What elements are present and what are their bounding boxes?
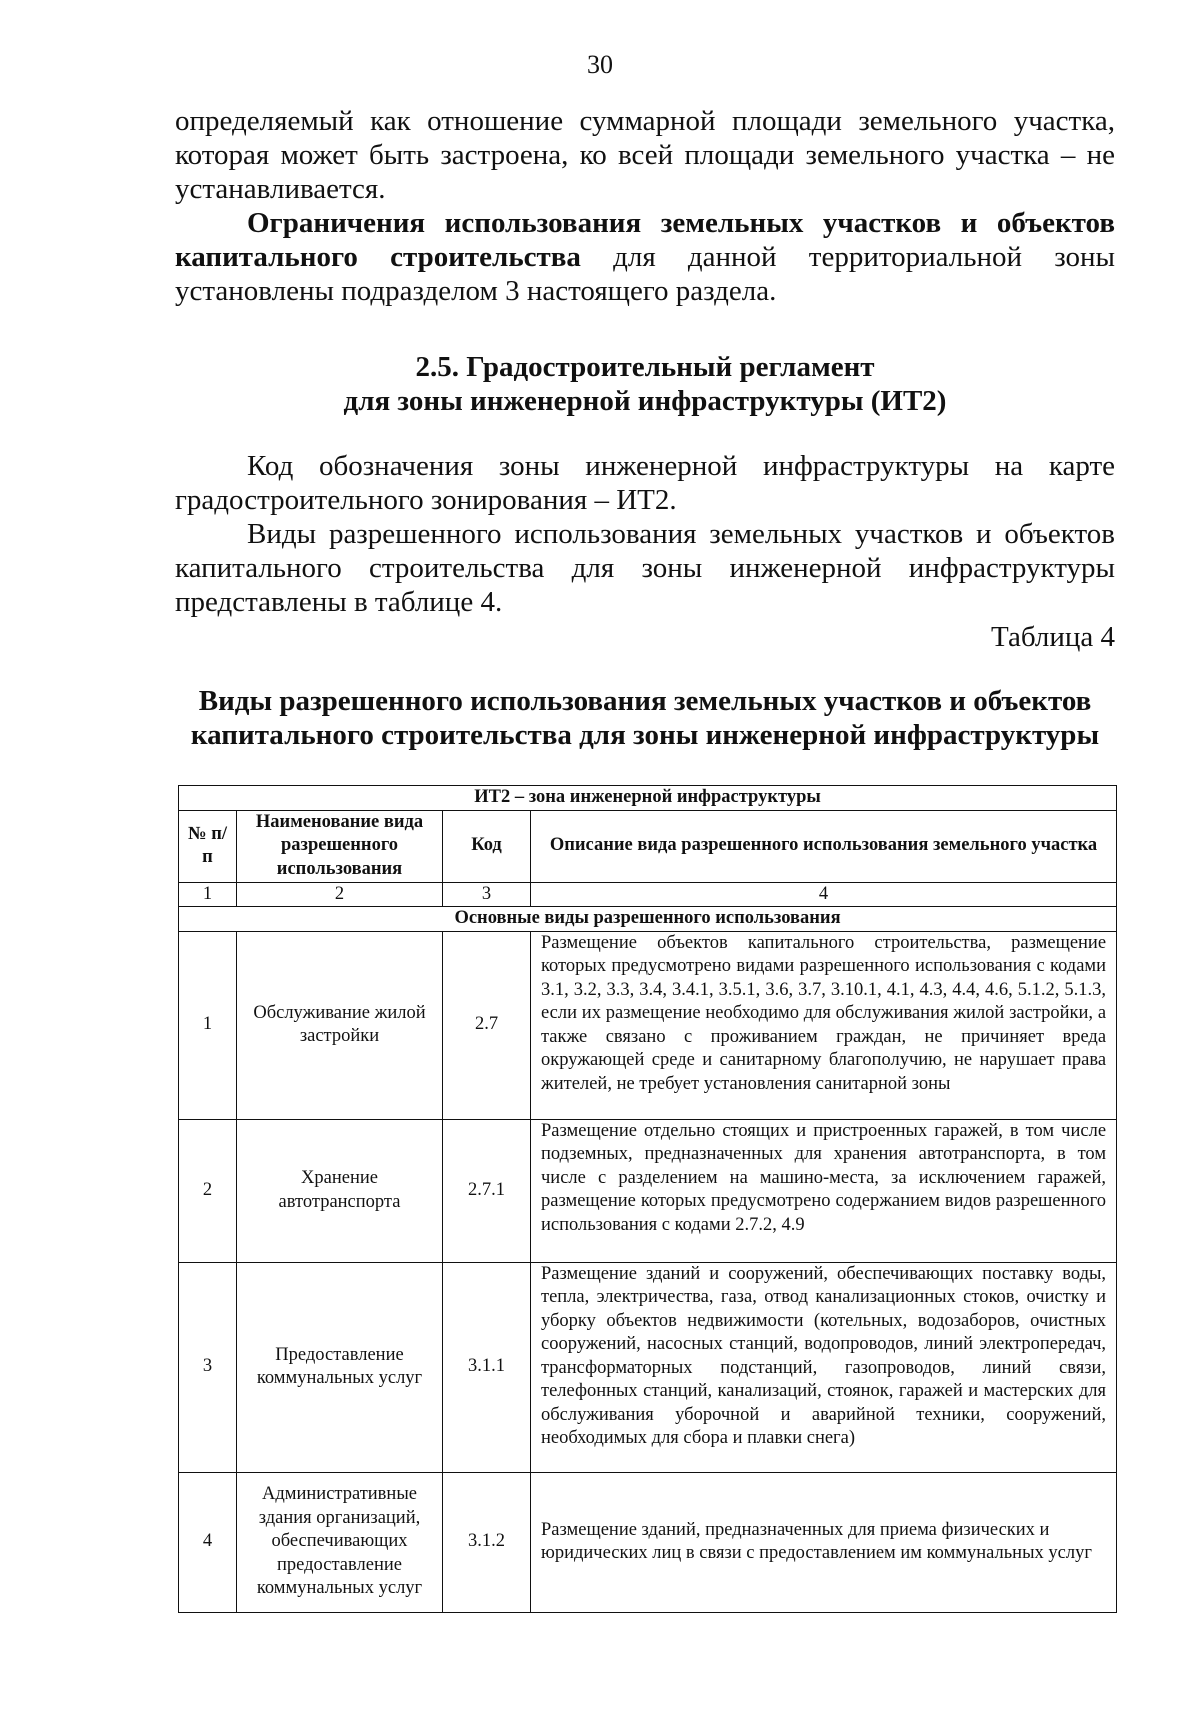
restrictions-text: для данной территориальной зоны установлены подразделом 3 настоящего раздела. (175, 241, 1116, 307)
table-title-line2: капитального строительства для зоны инженерной инфраструктуры (190, 719, 1100, 751)
row-num: 4 (179, 1472, 237, 1612)
paragraph-restrictions (175, 206, 1115, 308)
row-name: Административные здания организаций, обеспечивающих предоставление коммунальных услуг (237, 1472, 443, 1612)
usage-table (178, 785, 1117, 1613)
row-code: 3.1.1 (443, 1262, 531, 1472)
row-code: 2.7 (443, 931, 531, 1119)
row-desc: Размещение зданий, предназначенных для приема физических и юридических лиц в связи с предоставлением им коммунальных услуг (531, 1472, 1117, 1612)
row-code: 2.7.1 (443, 1119, 531, 1262)
table-title-line1: Виды разрешенного использования земельных участков и объектов (198, 685, 1092, 717)
table-row (179, 1472, 1117, 1612)
col-number-1: 1 (179, 882, 237, 907)
group-title: Основные виды разрешенного использования (179, 907, 1117, 932)
paragraph-zone-code: Код обозначения зоны инженерной инфраструктуры на карте градостроительного зонирования – ИТ2. (175, 450, 1115, 516)
row-desc: Размещение отдельно стоящих и пристроенных гаражей, в том числе подземных, предназначенных для хранения автотранспорта, в том числе с разделением на машино-места, за исключением гаражей, размещение которых предусмотрено содержанием видов разрешенного использования с кодами 2.7.2, 4.9 (531, 1119, 1117, 1262)
row-name: Хранение автотранспорта (237, 1119, 443, 1262)
header-code: Код (443, 810, 531, 882)
header-name: Наименование вида разрешенного использования (237, 810, 443, 882)
section-title-line2: для зоны инженерной инфраструктуры (ИТ2) (343, 385, 947, 417)
group-title-row (179, 907, 1117, 932)
row-num: 2 (179, 1119, 237, 1262)
paragraph-continuation: определяемый как отношение суммарной площади земельного участка, которая может быть застроена, ко всей площади земельного участка – не устанавливается. (175, 105, 1115, 205)
column-number-row (179, 882, 1117, 907)
column-header-row (179, 810, 1117, 882)
table-title (175, 684, 1115, 752)
zone-header: ИТ2 – зона инженерной инфраструктуры (179, 786, 1117, 811)
row-desc: Размещение объектов капитального строительства, размещение которых предусмотрено видами разрешенного использования с кодами 3.1, 3.2, 3.3, 3.4, 3.4.1, 3.5.1, 3.6, 3.7, 3.10.1, 4.1, 4.3, 4.4, 4.6, 5.1.2, 5.1.3, если их размещение необходимо для обслуживания жилой застройки, а также связано с проживанием граждан, не причиняет вреда окружающей среде и санитарному благополучию, не нарушает права жителей, не требует установления санитарной зоны (531, 931, 1117, 1119)
table-label: Таблица 4 (990, 621, 1115, 653)
table-row (179, 931, 1117, 1119)
table-row (179, 1119, 1117, 1262)
row-name: Обслуживание жилой застройки (237, 931, 443, 1119)
page-number: 30 (587, 50, 613, 79)
section-title (175, 350, 1115, 418)
zone-header-row (179, 786, 1117, 811)
row-num: 1 (179, 931, 237, 1119)
paragraph-usage-types: Виды разрешенного использования земельных участков и объектов капитального строительства для зоны инженерной инфраструктуры представлены в таблице 4. (175, 518, 1115, 618)
col-number-3: 3 (443, 882, 531, 907)
header-desc: Описание вида разрешенного использования земельного участка (531, 810, 1117, 882)
restrictions-bold-text: Ограничения использования земельных участков и объектов капитального строительства (175, 207, 1115, 273)
col-number-2: 2 (237, 882, 443, 907)
row-code: 3.1.2 (443, 1472, 531, 1612)
header-num: № п/п (179, 810, 237, 882)
row-desc: Размещение зданий и сооружений, обеспечивающих поставку воды, тепла, электричества, газа, отвод канализационных стоков, очистку и уборку объектов недвижимости (котельных, водозаборов, очистных сооружений, насосных станций, водопроводов, линий электропередач, трансформаторных подстанций, газопроводов, линий связи, телефонных станций, канализаций, стоянок, гаражей и мастерских для обслуживания уборочной и аварийной техники, сооружений, необходимых для сбора и плавки снега) (531, 1262, 1117, 1472)
table-row (179, 1262, 1117, 1472)
row-num: 3 (179, 1262, 237, 1472)
col-number-4: 4 (531, 882, 1117, 907)
section-title-line1: 2.5. Градостроительный регламент (415, 351, 875, 383)
row-name: Предоставление коммунальных услуг (237, 1262, 443, 1472)
